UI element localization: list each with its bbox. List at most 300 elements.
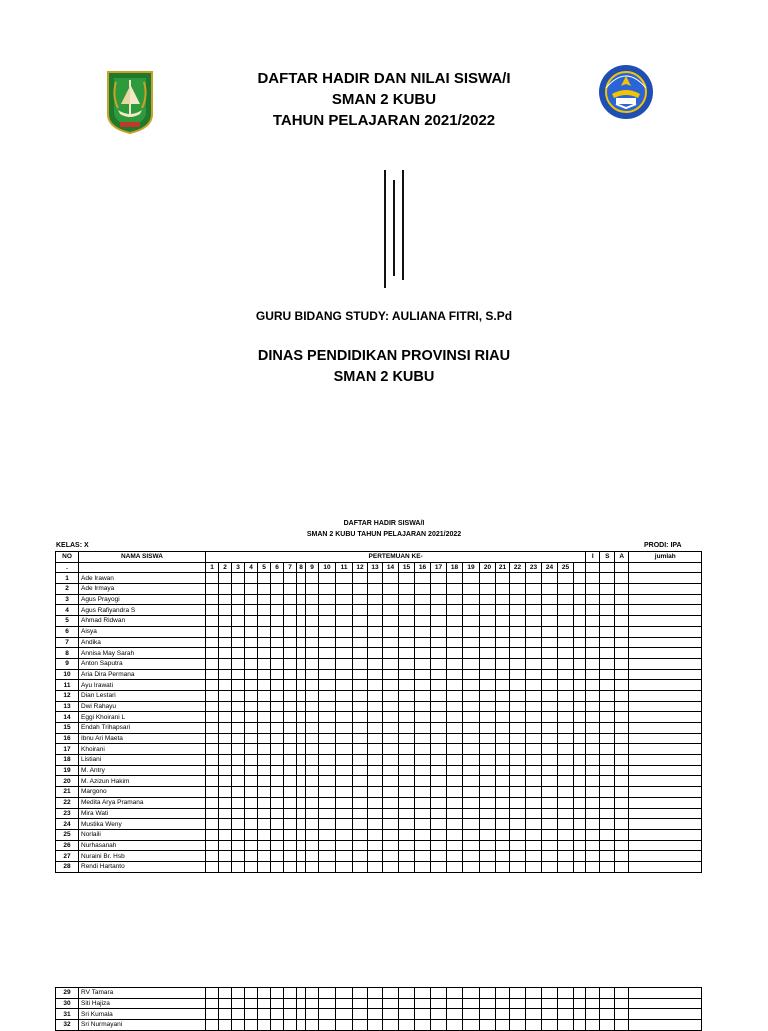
attendance-cell[interactable]	[542, 797, 558, 808]
attendance-cell[interactable]	[399, 680, 415, 691]
attendance-cell[interactable]	[245, 669, 258, 680]
attendance-cell[interactable]	[319, 998, 336, 1009]
attendance-cell[interactable]	[271, 998, 284, 1009]
attendance-cell[interactable]	[219, 648, 232, 659]
attendance-cell[interactable]	[542, 840, 558, 851]
attendance-cell[interactable]	[258, 765, 271, 776]
attendance-cell[interactable]	[496, 1020, 510, 1031]
attendance-cell[interactable]	[297, 669, 306, 680]
attendance-cell[interactable]	[480, 658, 496, 669]
attendance-cell[interactable]	[510, 626, 526, 637]
attendance-cell[interactable]	[368, 573, 383, 584]
attendance-cell[interactable]	[219, 669, 232, 680]
attendance-cell[interactable]	[306, 808, 319, 819]
attendance-cell[interactable]	[271, 712, 284, 723]
attendance-cell[interactable]	[600, 616, 615, 627]
attendance-cell[interactable]	[574, 998, 586, 1009]
attendance-cell[interactable]	[368, 861, 383, 872]
attendance-cell[interactable]	[615, 669, 629, 680]
attendance-cell[interactable]	[542, 669, 558, 680]
attendance-cell[interactable]	[284, 701, 297, 712]
attendance-cell[interactable]	[615, 723, 629, 734]
attendance-cell[interactable]	[383, 765, 399, 776]
attendance-cell[interactable]	[306, 861, 319, 872]
attendance-cell[interactable]	[319, 776, 336, 787]
attendance-cell[interactable]	[368, 712, 383, 723]
attendance-cell[interactable]	[399, 594, 415, 605]
attendance-cell[interactable]	[431, 605, 447, 616]
attendance-cell[interactable]	[542, 1020, 558, 1031]
attendance-cell[interactable]	[399, 573, 415, 584]
attendance-cell[interactable]	[526, 723, 542, 734]
attendance-cell[interactable]	[271, 1020, 284, 1031]
attendance-cell[interactable]	[542, 829, 558, 840]
attendance-cell[interactable]	[510, 829, 526, 840]
attendance-cell[interactable]	[245, 658, 258, 669]
attendance-cell[interactable]	[219, 797, 232, 808]
attendance-cell[interactable]	[629, 765, 702, 776]
attendance-cell[interactable]	[586, 616, 600, 627]
attendance-cell[interactable]	[306, 755, 319, 766]
attendance-cell[interactable]	[463, 988, 480, 999]
attendance-cell[interactable]	[447, 861, 463, 872]
attendance-cell[interactable]	[629, 733, 702, 744]
attendance-cell[interactable]	[219, 701, 232, 712]
attendance-cell[interactable]	[297, 998, 306, 1009]
attendance-cell[interactable]	[600, 594, 615, 605]
attendance-cell[interactable]	[336, 1020, 353, 1031]
attendance-cell[interactable]	[336, 658, 353, 669]
attendance-cell[interactable]	[258, 744, 271, 755]
attendance-cell[interactable]	[586, 998, 600, 1009]
attendance-cell[interactable]	[336, 733, 353, 744]
attendance-cell[interactable]	[258, 755, 271, 766]
attendance-cell[interactable]	[368, 723, 383, 734]
attendance-cell[interactable]	[368, 851, 383, 862]
attendance-cell[interactable]	[258, 584, 271, 595]
attendance-cell[interactable]	[399, 605, 415, 616]
attendance-cell[interactable]	[245, 584, 258, 595]
attendance-cell[interactable]	[383, 755, 399, 766]
attendance-cell[interactable]	[306, 637, 319, 648]
attendance-cell[interactable]	[319, 648, 336, 659]
attendance-cell[interactable]	[431, 819, 447, 830]
attendance-cell[interactable]	[232, 701, 245, 712]
attendance-cell[interactable]	[542, 755, 558, 766]
attendance-cell[interactable]	[284, 851, 297, 862]
attendance-cell[interactable]	[463, 819, 480, 830]
attendance-cell[interactable]	[368, 787, 383, 798]
attendance-cell[interactable]	[447, 626, 463, 637]
attendance-cell[interactable]	[480, 701, 496, 712]
attendance-cell[interactable]	[245, 637, 258, 648]
attendance-cell[interactable]	[271, 723, 284, 734]
attendance-cell[interactable]	[542, 594, 558, 605]
attendance-cell[interactable]	[496, 594, 510, 605]
attendance-cell[interactable]	[399, 733, 415, 744]
attendance-cell[interactable]	[415, 808, 431, 819]
attendance-cell[interactable]	[496, 797, 510, 808]
attendance-cell[interactable]	[368, 594, 383, 605]
attendance-cell[interactable]	[510, 605, 526, 616]
attendance-cell[interactable]	[415, 787, 431, 798]
attendance-cell[interactable]	[306, 776, 319, 787]
attendance-cell[interactable]	[574, 648, 586, 659]
attendance-cell[interactable]	[574, 819, 586, 830]
attendance-cell[interactable]	[206, 1009, 219, 1020]
attendance-cell[interactable]	[399, 626, 415, 637]
attendance-cell[interactable]	[368, 819, 383, 830]
attendance-cell[interactable]	[336, 840, 353, 851]
attendance-cell[interactable]	[496, 840, 510, 851]
attendance-cell[interactable]	[336, 776, 353, 787]
attendance-cell[interactable]	[245, 988, 258, 999]
attendance-cell[interactable]	[219, 1009, 232, 1020]
attendance-cell[interactable]	[615, 594, 629, 605]
attendance-cell[interactable]	[353, 658, 368, 669]
attendance-cell[interactable]	[542, 723, 558, 734]
attendance-cell[interactable]	[306, 829, 319, 840]
attendance-cell[interactable]	[306, 1020, 319, 1031]
attendance-cell[interactable]	[574, 733, 586, 744]
attendance-cell[interactable]	[353, 723, 368, 734]
attendance-cell[interactable]	[415, 605, 431, 616]
attendance-cell[interactable]	[206, 861, 219, 872]
attendance-cell[interactable]	[232, 626, 245, 637]
attendance-cell[interactable]	[336, 988, 353, 999]
attendance-cell[interactable]	[219, 712, 232, 723]
attendance-cell[interactable]	[496, 808, 510, 819]
attendance-cell[interactable]	[629, 988, 702, 999]
attendance-cell[interactable]	[232, 733, 245, 744]
attendance-cell[interactable]	[600, 819, 615, 830]
attendance-cell[interactable]	[206, 669, 219, 680]
attendance-cell[interactable]	[542, 988, 558, 999]
attendance-cell[interactable]	[496, 712, 510, 723]
attendance-cell[interactable]	[558, 616, 574, 627]
attendance-cell[interactable]	[219, 861, 232, 872]
attendance-cell[interactable]	[447, 840, 463, 851]
attendance-cell[interactable]	[542, 701, 558, 712]
attendance-cell[interactable]	[232, 819, 245, 830]
attendance-cell[interactable]	[615, 755, 629, 766]
attendance-cell[interactable]	[353, 605, 368, 616]
attendance-cell[interactable]	[206, 584, 219, 595]
attendance-cell[interactable]	[463, 669, 480, 680]
attendance-cell[interactable]	[399, 637, 415, 648]
attendance-cell[interactable]	[368, 755, 383, 766]
attendance-cell[interactable]	[615, 626, 629, 637]
attendance-cell[interactable]	[615, 690, 629, 701]
attendance-cell[interactable]	[336, 829, 353, 840]
attendance-cell[interactable]	[526, 573, 542, 584]
attendance-cell[interactable]	[258, 701, 271, 712]
attendance-cell[interactable]	[510, 1020, 526, 1031]
attendance-cell[interactable]	[496, 701, 510, 712]
attendance-cell[interactable]	[447, 797, 463, 808]
attendance-cell[interactable]	[447, 808, 463, 819]
attendance-cell[interactable]	[258, 690, 271, 701]
attendance-cell[interactable]	[206, 819, 219, 830]
attendance-cell[interactable]	[463, 605, 480, 616]
attendance-cell[interactable]	[415, 680, 431, 691]
attendance-cell[interactable]	[353, 1009, 368, 1020]
attendance-cell[interactable]	[383, 605, 399, 616]
attendance-cell[interactable]	[600, 861, 615, 872]
attendance-cell[interactable]	[415, 584, 431, 595]
attendance-cell[interactable]	[245, 605, 258, 616]
attendance-cell[interactable]	[615, 776, 629, 787]
attendance-cell[interactable]	[399, 861, 415, 872]
attendance-cell[interactable]	[480, 669, 496, 680]
attendance-cell[interactable]	[600, 776, 615, 787]
attendance-cell[interactable]	[383, 616, 399, 627]
attendance-cell[interactable]	[297, 723, 306, 734]
attendance-cell[interactable]	[258, 1009, 271, 1020]
attendance-cell[interactable]	[258, 851, 271, 862]
attendance-cell[interactable]	[336, 594, 353, 605]
attendance-cell[interactable]	[353, 701, 368, 712]
attendance-cell[interactable]	[526, 797, 542, 808]
attendance-cell[interactable]	[232, 744, 245, 755]
attendance-cell[interactable]	[399, 744, 415, 755]
attendance-cell[interactable]	[586, 988, 600, 999]
attendance-cell[interactable]	[306, 1009, 319, 1020]
attendance-cell[interactable]	[336, 605, 353, 616]
attendance-cell[interactable]	[319, 605, 336, 616]
attendance-cell[interactable]	[297, 712, 306, 723]
attendance-cell[interactable]	[415, 637, 431, 648]
attendance-cell[interactable]	[629, 680, 702, 691]
attendance-cell[interactable]	[558, 1009, 574, 1020]
attendance-cell[interactable]	[284, 637, 297, 648]
attendance-cell[interactable]	[558, 648, 574, 659]
attendance-cell[interactable]	[399, 648, 415, 659]
attendance-cell[interactable]	[447, 658, 463, 669]
attendance-cell[interactable]	[600, 988, 615, 999]
attendance-cell[interactable]	[510, 808, 526, 819]
attendance-cell[interactable]	[306, 998, 319, 1009]
attendance-cell[interactable]	[629, 648, 702, 659]
attendance-cell[interactable]	[336, 690, 353, 701]
attendance-cell[interactable]	[399, 998, 415, 1009]
attendance-cell[interactable]	[232, 584, 245, 595]
attendance-cell[interactable]	[526, 851, 542, 862]
attendance-cell[interactable]	[368, 701, 383, 712]
attendance-cell[interactable]	[558, 851, 574, 862]
attendance-cell[interactable]	[245, 1009, 258, 1020]
attendance-cell[interactable]	[258, 669, 271, 680]
attendance-cell[interactable]	[258, 1020, 271, 1031]
attendance-cell[interactable]	[415, 998, 431, 1009]
attendance-cell[interactable]	[586, 840, 600, 851]
attendance-cell[interactable]	[463, 765, 480, 776]
attendance-cell[interactable]	[463, 594, 480, 605]
attendance-cell[interactable]	[558, 723, 574, 734]
attendance-cell[interactable]	[496, 1009, 510, 1020]
attendance-cell[interactable]	[558, 712, 574, 723]
attendance-cell[interactable]	[431, 637, 447, 648]
attendance-cell[interactable]	[245, 851, 258, 862]
attendance-cell[interactable]	[447, 605, 463, 616]
attendance-cell[interactable]	[232, 669, 245, 680]
attendance-cell[interactable]	[615, 765, 629, 776]
attendance-cell[interactable]	[258, 829, 271, 840]
attendance-cell[interactable]	[574, 988, 586, 999]
attendance-cell[interactable]	[206, 658, 219, 669]
attendance-cell[interactable]	[271, 776, 284, 787]
attendance-cell[interactable]	[574, 765, 586, 776]
attendance-cell[interactable]	[526, 808, 542, 819]
attendance-cell[interactable]	[510, 744, 526, 755]
attendance-cell[interactable]	[245, 787, 258, 798]
attendance-cell[interactable]	[431, 851, 447, 862]
attendance-cell[interactable]	[232, 988, 245, 999]
attendance-cell[interactable]	[510, 584, 526, 595]
attendance-cell[interactable]	[431, 690, 447, 701]
attendance-cell[interactable]	[558, 998, 574, 1009]
attendance-cell[interactable]	[336, 626, 353, 637]
attendance-cell[interactable]	[206, 637, 219, 648]
attendance-cell[interactable]	[480, 744, 496, 755]
attendance-cell[interactable]	[510, 658, 526, 669]
attendance-cell[interactable]	[431, 594, 447, 605]
attendance-cell[interactable]	[271, 626, 284, 637]
attendance-cell[interactable]	[463, 701, 480, 712]
attendance-cell[interactable]	[206, 701, 219, 712]
attendance-cell[interactable]	[306, 626, 319, 637]
attendance-cell[interactable]	[480, 851, 496, 862]
attendance-cell[interactable]	[383, 701, 399, 712]
attendance-cell[interactable]	[526, 701, 542, 712]
attendance-cell[interactable]	[526, 1020, 542, 1031]
attendance-cell[interactable]	[574, 808, 586, 819]
attendance-cell[interactable]	[383, 861, 399, 872]
attendance-cell[interactable]	[415, 1009, 431, 1020]
attendance-cell[interactable]	[600, 744, 615, 755]
attendance-cell[interactable]	[415, 648, 431, 659]
attendance-cell[interactable]	[463, 808, 480, 819]
attendance-cell[interactable]	[480, 605, 496, 616]
attendance-cell[interactable]	[399, 776, 415, 787]
attendance-cell[interactable]	[496, 605, 510, 616]
attendance-cell[interactable]	[319, 701, 336, 712]
attendance-cell[interactable]	[258, 637, 271, 648]
attendance-cell[interactable]	[353, 988, 368, 999]
attendance-cell[interactable]	[447, 690, 463, 701]
attendance-cell[interactable]	[480, 690, 496, 701]
attendance-cell[interactable]	[258, 680, 271, 691]
attendance-cell[interactable]	[629, 840, 702, 851]
attendance-cell[interactable]	[232, 605, 245, 616]
attendance-cell[interactable]	[600, 808, 615, 819]
attendance-cell[interactable]	[447, 819, 463, 830]
attendance-cell[interactable]	[245, 765, 258, 776]
attendance-cell[interactable]	[586, 605, 600, 616]
attendance-cell[interactable]	[480, 626, 496, 637]
attendance-cell[interactable]	[447, 669, 463, 680]
attendance-cell[interactable]	[399, 658, 415, 669]
attendance-cell[interactable]	[480, 1020, 496, 1031]
attendance-cell[interactable]	[319, 637, 336, 648]
attendance-cell[interactable]	[245, 733, 258, 744]
attendance-cell[interactable]	[258, 594, 271, 605]
attendance-cell[interactable]	[306, 594, 319, 605]
attendance-cell[interactable]	[600, 1009, 615, 1020]
attendance-cell[interactable]	[306, 584, 319, 595]
attendance-cell[interactable]	[319, 1020, 336, 1031]
attendance-cell[interactable]	[336, 723, 353, 734]
attendance-cell[interactable]	[353, 829, 368, 840]
attendance-cell[interactable]	[510, 851, 526, 862]
attendance-cell[interactable]	[297, 701, 306, 712]
attendance-cell[interactable]	[629, 723, 702, 734]
attendance-cell[interactable]	[463, 626, 480, 637]
attendance-cell[interactable]	[510, 988, 526, 999]
attendance-cell[interactable]	[415, 616, 431, 627]
attendance-cell[interactable]	[558, 829, 574, 840]
attendance-cell[interactable]	[297, 594, 306, 605]
attendance-cell[interactable]	[574, 573, 586, 584]
attendance-cell[interactable]	[319, 712, 336, 723]
attendance-cell[interactable]	[336, 701, 353, 712]
attendance-cell[interactable]	[615, 733, 629, 744]
attendance-cell[interactable]	[306, 616, 319, 627]
attendance-cell[interactable]	[415, 573, 431, 584]
attendance-cell[interactable]	[526, 819, 542, 830]
attendance-cell[interactable]	[245, 680, 258, 691]
attendance-cell[interactable]	[232, 658, 245, 669]
attendance-cell[interactable]	[615, 840, 629, 851]
attendance-cell[interactable]	[558, 701, 574, 712]
attendance-cell[interactable]	[542, 648, 558, 659]
attendance-cell[interactable]	[586, 1009, 600, 1020]
attendance-cell[interactable]	[232, 851, 245, 862]
attendance-cell[interactable]	[284, 733, 297, 744]
attendance-cell[interactable]	[526, 1009, 542, 1020]
attendance-cell[interactable]	[368, 1020, 383, 1031]
attendance-cell[interactable]	[383, 851, 399, 862]
attendance-cell[interactable]	[586, 808, 600, 819]
attendance-cell[interactable]	[219, 819, 232, 830]
attendance-cell[interactable]	[600, 733, 615, 744]
attendance-cell[interactable]	[336, 712, 353, 723]
attendance-cell[interactable]	[245, 744, 258, 755]
attendance-cell[interactable]	[510, 861, 526, 872]
attendance-cell[interactable]	[558, 669, 574, 680]
attendance-cell[interactable]	[297, 1020, 306, 1031]
attendance-cell[interactable]	[542, 658, 558, 669]
attendance-cell[interactable]	[463, 658, 480, 669]
attendance-cell[interactable]	[496, 744, 510, 755]
attendance-cell[interactable]	[558, 776, 574, 787]
attendance-cell[interactable]	[496, 733, 510, 744]
attendance-cell[interactable]	[496, 584, 510, 595]
attendance-cell[interactable]	[542, 776, 558, 787]
attendance-cell[interactable]	[219, 829, 232, 840]
attendance-cell[interactable]	[206, 840, 219, 851]
attendance-cell[interactable]	[415, 690, 431, 701]
attendance-cell[interactable]	[245, 616, 258, 627]
attendance-cell[interactable]	[415, 669, 431, 680]
attendance-cell[interactable]	[542, 605, 558, 616]
attendance-cell[interactable]	[353, 765, 368, 776]
attendance-cell[interactable]	[206, 594, 219, 605]
attendance-cell[interactable]	[542, 573, 558, 584]
attendance-cell[interactable]	[219, 776, 232, 787]
attendance-cell[interactable]	[383, 584, 399, 595]
attendance-cell[interactable]	[629, 861, 702, 872]
